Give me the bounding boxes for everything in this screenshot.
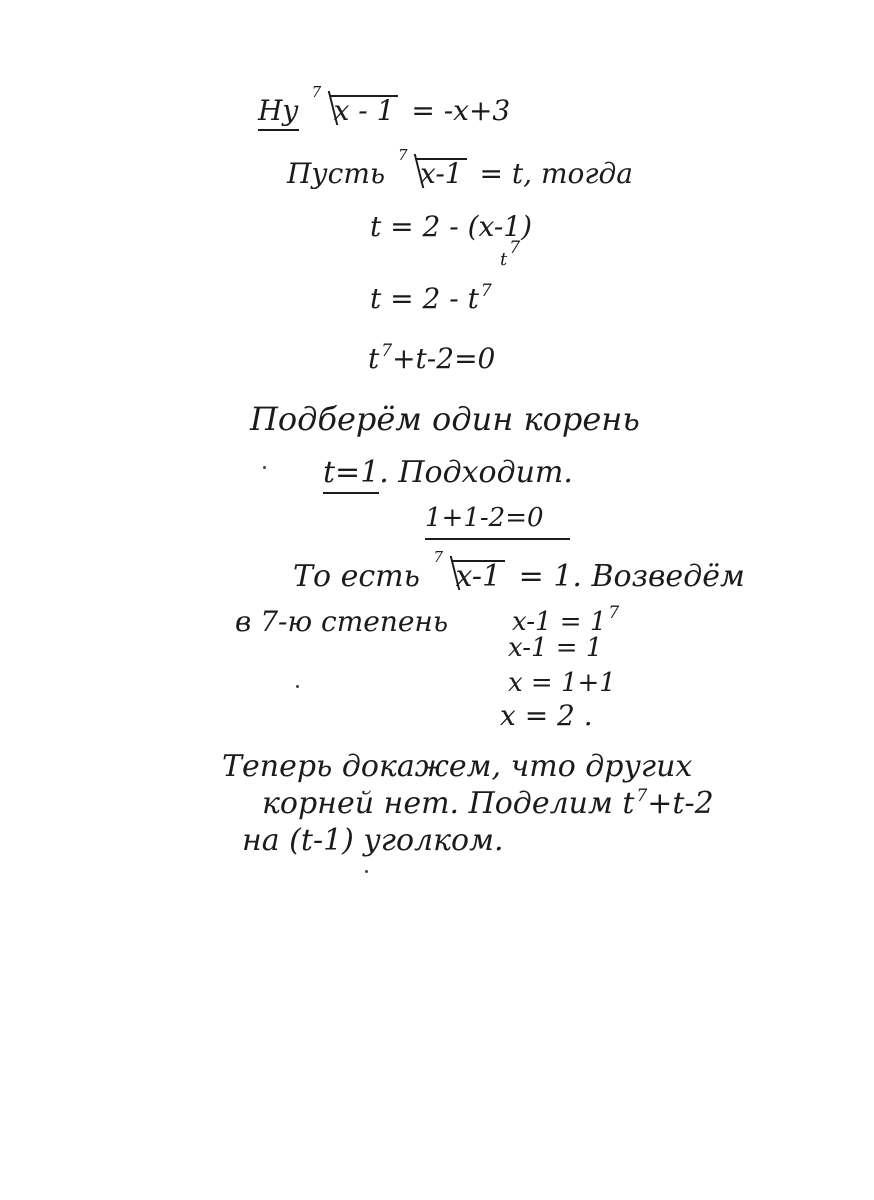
step-line-2 [370,283,492,313]
proof-line-1: Теперь докажем, что других [222,749,693,784]
proof-line-2-rest: +t-2 [647,786,714,821]
step-line-1: t = 2 - (x-1) [370,210,533,243]
root-radicand: x-1 [416,158,467,188]
power-text: в 7-ю степень [235,605,449,638]
root-candidate-line [323,455,573,490]
step-line-3 [368,343,495,373]
conclusion-rest: = 1. Возведём [518,559,745,594]
root-fits: . Подходит. [379,455,573,490]
root-candidate: t=1 [323,455,379,494]
power-eq-1-exp: 7 [608,603,620,623]
substitution-rest: = t, тогда [479,157,633,190]
proof-line-2 [262,788,714,819]
root-index: 7 [398,146,408,164]
root-check: 1+1-2=0 [425,503,544,533]
power-eq-1-base: x-1 = 1 [512,607,607,637]
seventh-root [433,548,506,594]
equation-line [258,83,511,127]
step-note-exp: 7 [509,238,521,258]
power-eq-2: x-1 = 1 [508,633,603,663]
root-index: 7 [433,548,444,566]
check-rule [425,538,570,540]
power-eq-3: x = 1+1 [508,668,616,698]
substitution-prefix: Пусть [287,157,386,190]
proof-line-3: на (t-1) уголком. [242,823,504,858]
conclusion-prefix: То есть [293,559,420,594]
root-radicand: x - 1 [330,95,399,125]
scan-speck [263,466,266,469]
proof-line-2-exp: 7 [636,786,648,806]
power-eq-4: x = 2 . [500,699,593,732]
equation-rhs: = -x+3 [411,94,511,127]
step-line-3-exp: 7 [381,341,393,361]
substitution-line [287,146,633,190]
equation-label: Ну [258,94,299,131]
step-line-3-rest: +t-2=0 [392,342,496,375]
step-note-base: t [500,249,508,270]
scan-speck [365,870,368,873]
step-line-3-base: t [368,342,380,375]
conclusion-line [293,548,745,594]
step-line-2-base: t = 2 - t [370,282,479,315]
scan-speck [296,685,299,688]
power-eq-1 [512,605,619,635]
step-line-2-exp: 7 [480,281,492,301]
step-note [500,240,520,269]
proof-line-2-text: корней нет. Поделим t [262,786,635,821]
root-search-heading: Подберём один корень [250,400,640,438]
root-index: 7 [311,83,322,101]
root-radicand: x-1 [452,560,506,592]
seventh-root [311,83,399,127]
seventh-root [398,146,467,190]
